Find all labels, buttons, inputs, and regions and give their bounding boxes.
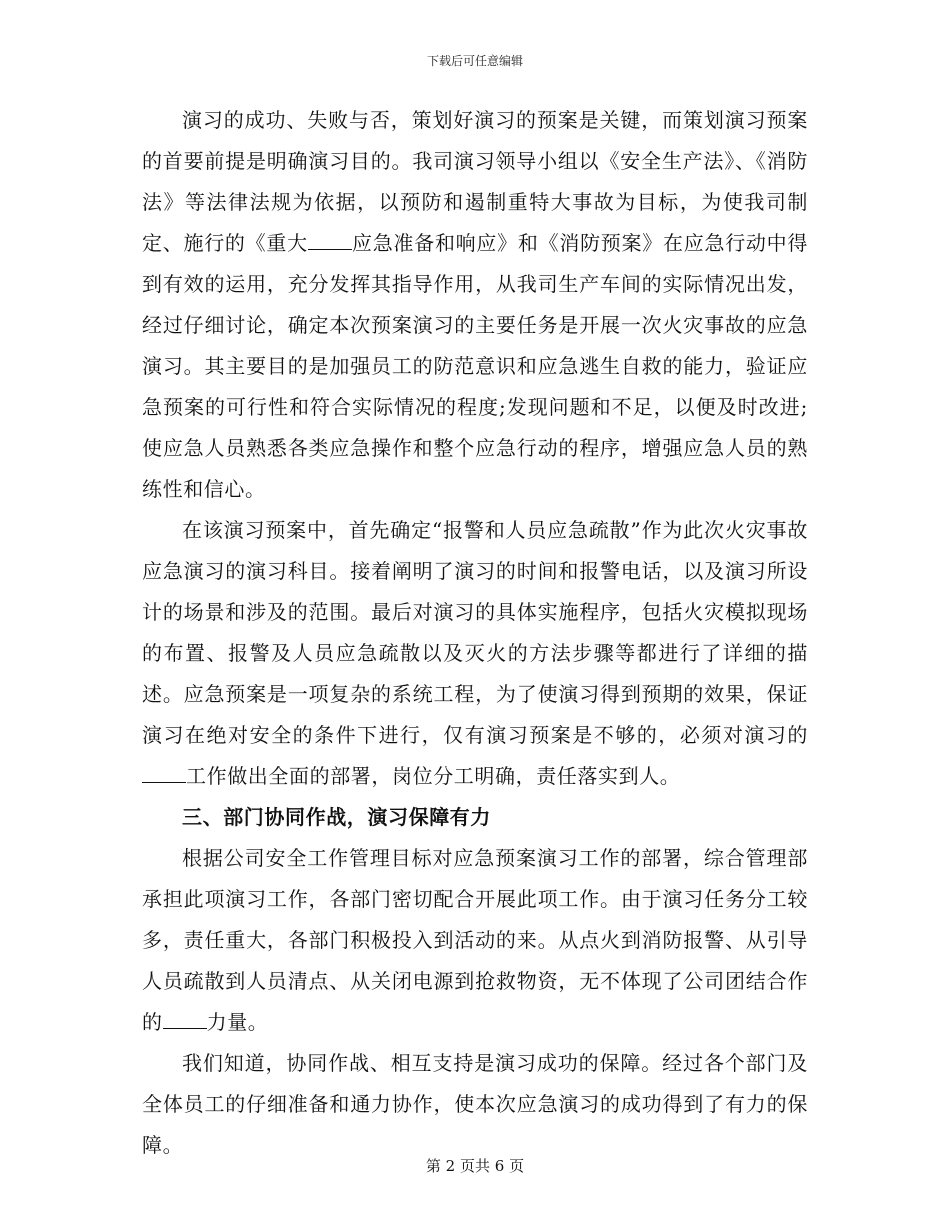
paragraph-1 [142, 100, 808, 510]
fill-in-blank [142, 764, 186, 783]
paragraph-2-text: 在该演习预案中，首先确定“报警和人员应急疏散”作为此次火灾事故应急演习的演习科目。接着阐明了演习的时间和报警电话，以及演习所设计的场景和涉及的范围。最后对演习的具体实施程序，包括火灾模拟现场的布置、报警及人员应急疏散以及灭火的方法步骤等都进行了详细的描述。应急预案是一项复杂的系统工程，为了使演习得到预期的效果，保证演习在绝对安全的条件下进行，仅有演习预案是不够的，必须对演习的 [142, 518, 808, 747]
page-footer: 第 2 页共 6 页 [425, 1157, 525, 1175]
paragraph-2 [142, 510, 808, 797]
paragraph-3 [142, 838, 808, 1043]
fill-in-blank [163, 1010, 207, 1029]
paragraph-1-text-cont: 应急准备和响应》和《消防预案》在应急行动中得到有效的运用，充分发挥其指导作用，从我司生产车间的实际情况出发，经过仔细讨论，确定本次预案演习的主要任务是开展一次火灾事故的应急演习。其主要目的是加强员工的防范意识和应急逃生自救的能力，验证应急预案的可行性和符合实际情况的程度;发现问题和不足，以便及时改进;使应急人员熟悉各类应急操作和整个应急行动的程序，增强应急人员的熟练性和信心。 [142, 231, 808, 501]
section-heading-3: 三、部门协同作战，演习保障有力 [182, 805, 491, 829]
paragraph-4: 我们知道，协同作战、相互支持是演习成功的保障。经过各个部门及全体员工的仔细准备和通力协作，使本次应急演习的成功得到了有力的保障。 [142, 1051, 808, 1157]
fill-in-blank [308, 231, 352, 250]
paragraph-3-text: 根据公司安全工作管理目标对应急预案演习工作的部署，综合管理部承担此项演习工作，各部门密切配合开展此项工作。由于演习任务分工较多，责任重大，各部门积极投入到活动的来。从点火到消防报警、从引导人员疏散到人员清点、从关闭电源到抢救物资，无不体现了公司团结合作的 [142, 846, 808, 1034]
paragraph-3-text-cont: 力量。 [206, 1010, 269, 1034]
paragraph-2-text-cont: 工作做出全面的部署，岗位分工明确，责任落实到人。 [186, 764, 681, 788]
paragraph-1-text: 演习的成功、失败与否，策划好演习的预案是关键，而策划演习预案的首要前提是明确演习目的。我司演习领导小组以《安全生产法》、《消防法》等法律法规为依据，以预防和遏制重特大事故为目标，为使我司制定、施行的《重大 [142, 108, 808, 255]
document-body [142, 100, 808, 1166]
page-header: 下载后可任意编辑 [426, 54, 523, 68]
